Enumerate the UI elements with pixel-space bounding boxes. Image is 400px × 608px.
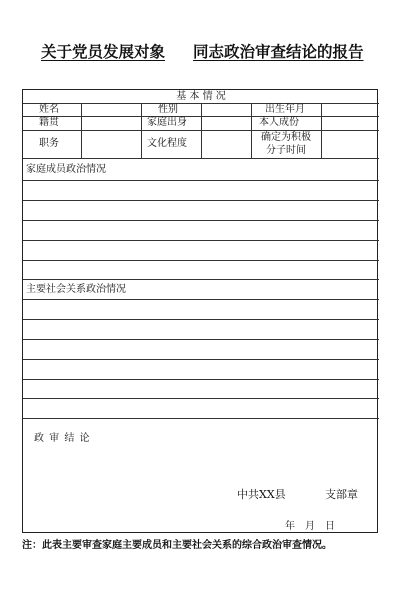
title-part-1: 关于党员发展对象 <box>41 42 166 61</box>
conclusion-label: 政 审 结 论 <box>34 433 91 444</box>
title-part-2: 同志政治审查结论的报告 <box>193 42 364 61</box>
column-divider <box>201 103 202 158</box>
date-placeholder: 年 月 日 <box>285 521 335 532</box>
education-label: 文化程度 <box>147 138 187 149</box>
personal-status-label: 本人成份 <box>259 117 299 128</box>
writing-line <box>23 220 379 221</box>
writing-line <box>23 359 379 360</box>
column-divider <box>141 103 142 158</box>
basic-info-heading: 基 本 情 况 <box>176 91 226 102</box>
footnote: 注：此表主要审查家庭主要成员和主要社会关系的综合政治审查情况。 <box>22 540 332 551</box>
report-title <box>0 40 400 62</box>
birth-label: 出生年月 <box>265 104 305 115</box>
name-label: 姓名 <box>39 104 59 115</box>
party-org-name: 中共XX县 <box>237 488 286 501</box>
activist-time-label-1: 确定为积极 <box>261 132 311 143</box>
activist-time-label-2: 分子时间 <box>266 145 306 156</box>
writing-line <box>23 379 379 380</box>
divider <box>23 158 379 159</box>
writing-line <box>23 240 379 241</box>
writing-line <box>23 418 379 419</box>
column-divider <box>251 103 252 158</box>
family-section-label: 家庭成员政治情况 <box>26 164 106 175</box>
branch-seal-label: 支部章 <box>325 488 358 501</box>
writing-line <box>23 339 379 340</box>
family-origin-label: 家庭出身 <box>147 117 187 128</box>
writing-line <box>23 260 379 261</box>
writing-line <box>23 319 379 320</box>
column-divider <box>321 103 322 158</box>
native-place-label: 籍贯 <box>39 117 59 128</box>
writing-line <box>23 200 379 201</box>
writing-line <box>23 180 379 181</box>
gender-label: 性别 <box>158 104 178 115</box>
position-label: 职务 <box>39 138 59 149</box>
column-divider <box>81 103 82 158</box>
writing-line <box>23 299 379 300</box>
writing-line <box>23 279 379 280</box>
review-form <box>22 89 378 533</box>
social-section-label: 主要社会关系政治情况 <box>26 284 126 295</box>
writing-line <box>23 398 379 399</box>
